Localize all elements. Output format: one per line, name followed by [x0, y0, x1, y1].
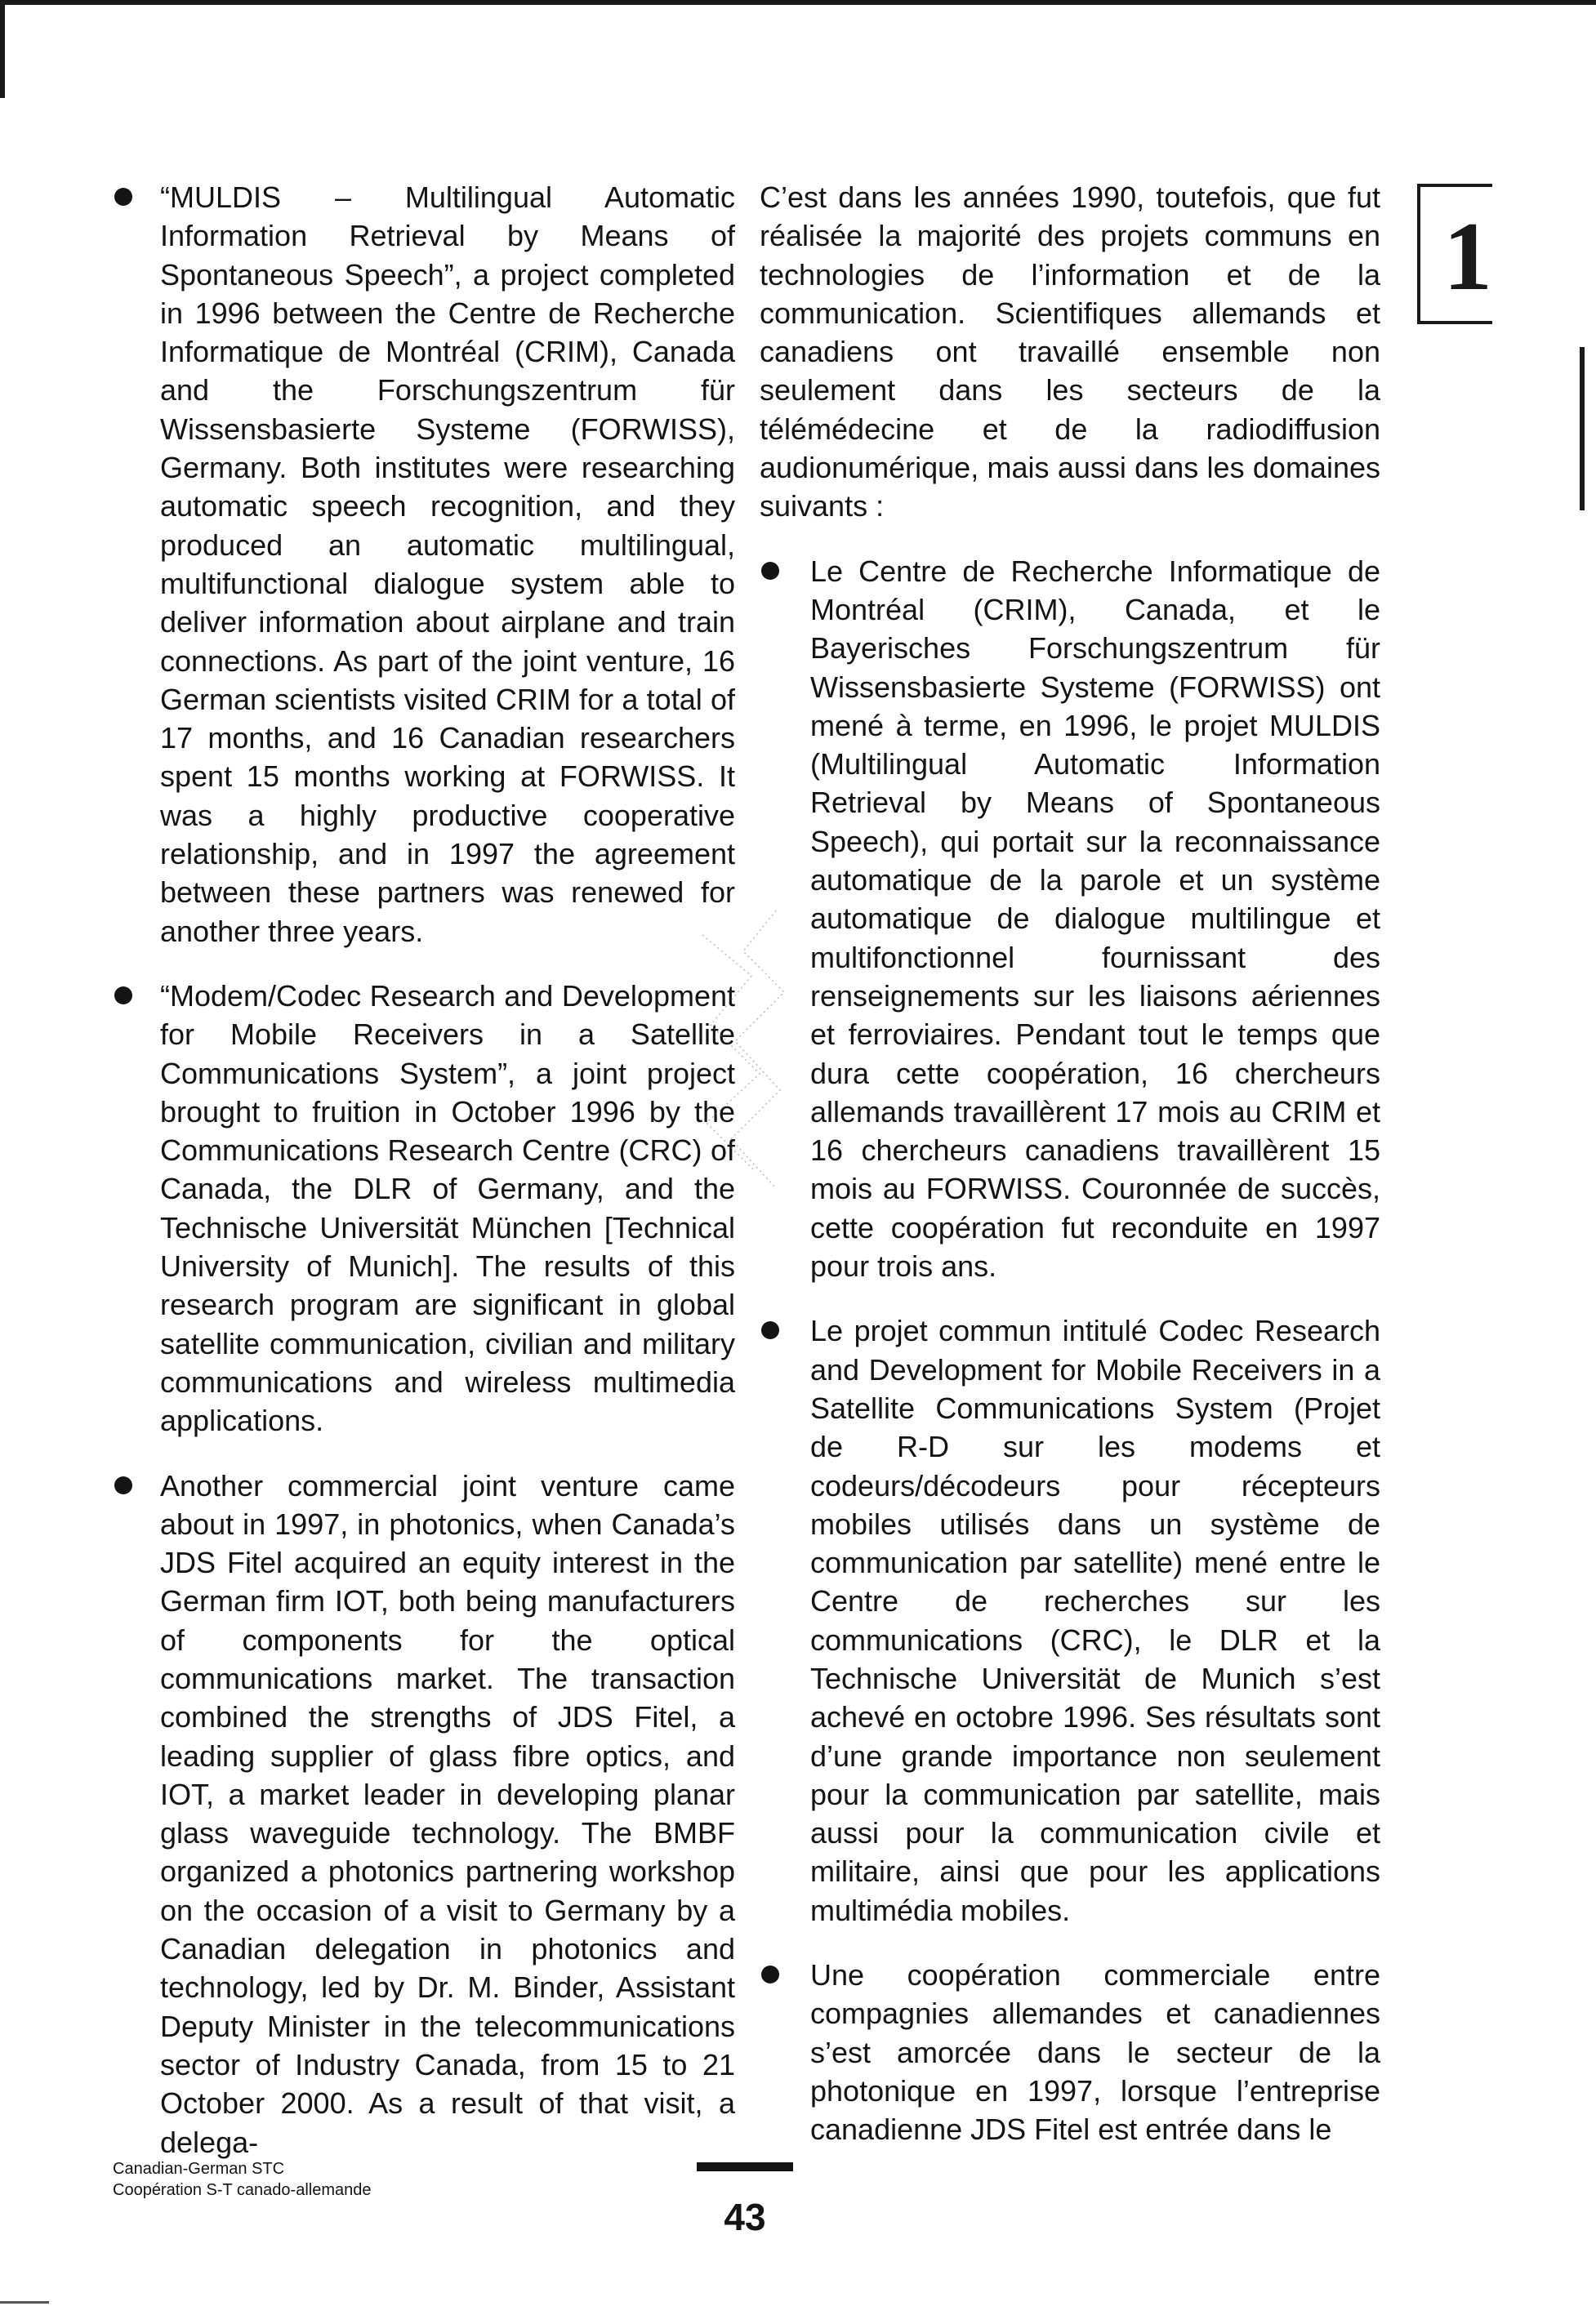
list-item-text: “MULDIS – Multilingual Automatic Information Retrieval by Means of Spontaneous Speech”, a project completed in 1996 between the Centre de Recherche Informatique de Montréal (CRIM), Canada and the Forschungszentrum für Wissensbasierte Systeme (FORWISS), Germany. Both institutes were researching automatic speech recognition, and they produced an automatic multilingual, multifunctional dialogue system able to deliver information about airplane and train connections. As part of the joint venture, 16 German scientists visited CRIM for a total of 17 months, and 16 Canadian researchers spent 15 months working at FORWISS. It was a highly productive cooperative relationship, and in 1997 the agreement between these partners was renewed for another three years.	[160, 180, 735, 948]
list-item	[114, 977, 735, 1440]
footer	[113, 2158, 372, 2201]
chapter-number: 1	[1443, 202, 1492, 310]
left-column	[114, 178, 735, 2188]
intro-paragraph: C’est dans les années 1990, toutefois, que fut réalisée la majorité des projets communs en technologies de l’information et de la communication. Scientifiques allemands et canadiens ont travaillé ensemble non seulement dans les secteurs de la télémédecine et de la radiodiffusion audionumérique, mais aussi dans les domaines suivants :	[760, 180, 1380, 523]
bullet-icon	[761, 1321, 779, 1339]
list-item	[760, 1311, 1380, 1930]
bottom-margin-mark	[0, 2301, 49, 2304]
bullet-icon	[114, 188, 132, 206]
bullet-icon	[114, 986, 132, 1004]
list-item-text: Le projet commun intitulé Codec Research and Development for Mobile Receivers in a Satellite Communications System (Projet de R-D sur les modems et codeurs/décodeurs pour récepteurs mobiles utilisés dans un système de communication par satellite) mené entre le Centre de recherches sur les communications (CRC), le DLR et la Technische Universität de Munich s’est achevé en octobre 1996. Ses résultats sont d’une grande importance non seulement pour la communication par satellite, mais aussi pour la communication civile et militaire, ainsi que pour les applications multimédia mobiles.	[810, 1314, 1380, 1927]
left-border-rule	[0, 0, 5, 98]
bullet-icon	[761, 562, 779, 580]
right-margin-mark	[1580, 347, 1585, 510]
list-item-text: Another commercial joint venture came about in 1997, in photonics, when Canada’s JDS Fitel acquired an equity interest in the German firm IOT, both being manufacturers of components for the optical communications market. The transaction combined the strengths of JDS Fitel, a leading supplier of glass fibre optics, and IOT, a market leader in developing planar glass waveguide technology. The BMBF organized a photonics partnering workshop on the occasion of a visit to Germany by a Canadian delegation in photonics and technology, led by Dr. M. Binder, Assistant Deputy Minister in the telecommunications sector of Industry Canada, from 15 to 21 October 2000. As a result of that visit, a delega-	[160, 1468, 735, 2159]
right-column	[760, 178, 1380, 2175]
page-number-bar	[697, 2162, 793, 2171]
list-item-text: “Modem/Codec Research and Development for Mobile Receivers in a Satellite Communications System”, a joint project brought to fruition in October 1996 by the Communications Research Centre (CRC) of Canada, the DLR of Germany, and the Technische Universität München [Technical University of Munich]. The results of this research program are significant in global satellite communication, civilian and military communications and wireless multimedia applications.	[160, 978, 735, 1438]
list-item	[114, 178, 735, 951]
bullet-icon	[761, 1966, 779, 1983]
page-number: 43	[724, 2196, 766, 2238]
list-item	[114, 1467, 735, 2161]
footer-title-fr: Coopération S-T canado-allemande	[113, 2181, 372, 2199]
chapter-tab	[1417, 184, 1492, 324]
list-item-text: Une coopération commerciale entre compagnies allemandes et canadiennes s’est amorcée dans le secteur de la photonique en 1997, lorsque l’entreprise canadienne JDS Fitel est entrée dans le	[810, 1958, 1380, 2147]
list-item	[760, 1956, 1380, 2148]
bullet-icon	[114, 1476, 132, 1494]
top-border-rule	[0, 0, 1596, 5]
footer-title-en: Canadian-German STC	[113, 2160, 285, 2178]
list-item	[760, 552, 1380, 1286]
scan-artifact-dots	[686, 902, 809, 1229]
list-item-text: Le Centre de Recherche Informatique de Montréal (CRIM), Canada, et le Bayerisches Forschungszentrum für Wissensbasierte Systeme (FORWISS) ont mené à terme, en 1996, le projet MULDIS (Multilingual Automatic Information Retrieval by Means of Spontaneous Speech), qui portait sur la reconnaissance automatique de la parole et un système automatique de dialogue multilingue et multifonctionnel fournissant des renseignements sur les liaisons aériennes et ferroviaires. Pendant tout le temps que dura cette coopération, 16 chercheurs allemands travaillèrent 17 mois au CRIM et 16 chercheurs canadiens travaillèrent 15 mois au FORWISS. Couronnée de succès, cette coopération fut reconduite en 1997 pour trois ans.	[810, 554, 1380, 1284]
